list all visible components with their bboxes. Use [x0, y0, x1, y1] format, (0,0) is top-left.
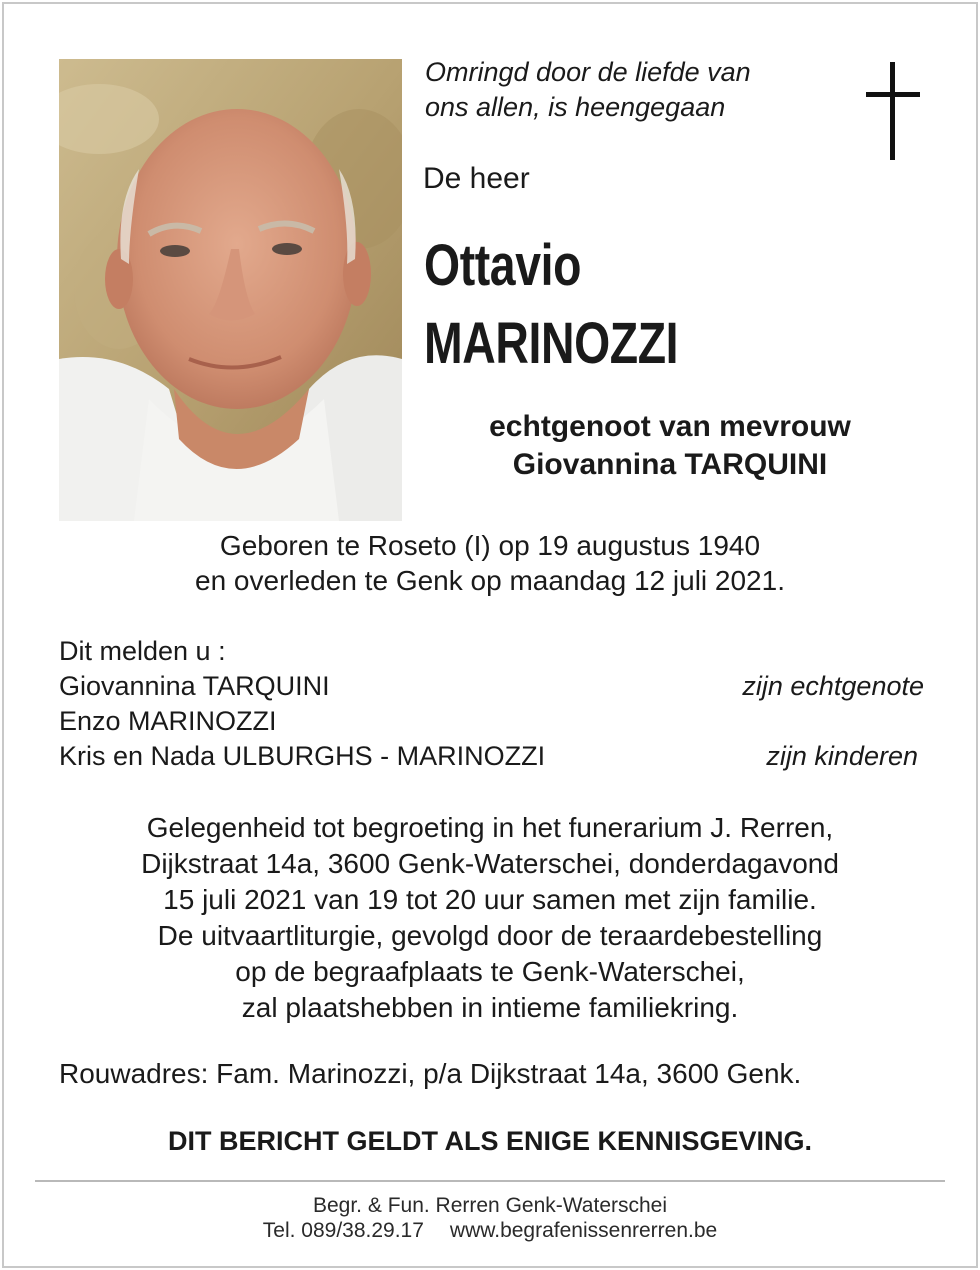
detail-line: 15 juli 2021 van 19 tot 20 uur samen met zijn familie. — [163, 884, 817, 915]
ceremony-details — [60, 810, 920, 1026]
mourning-address: Rouwadres: Fam. Marinozzi, p/a Dijkstraat 14a, 3600 Genk. — [59, 1058, 802, 1089]
sole-notice: DIT BERICHT GELDT ALS ENIGE KENNISGEVING. — [167, 1126, 813, 1156]
intro-text — [425, 55, 825, 125]
birth-death-info — [60, 528, 920, 598]
birth-line: Geboren te Roseto (I) op 19 augustus 1940 — [219, 530, 761, 561]
announcer-row — [59, 739, 924, 774]
website-link[interactable]: www.begrafenissenrerren.be — [449, 1219, 718, 1242]
spouse-line: echtgenoot van mevrouw — [489, 410, 851, 443]
death-line: en overleden te Genk op maandag 12 juli 2021. — [195, 565, 785, 596]
announcer-relation: zijn echtgenote — [742, 671, 924, 701]
first-name: Ottavio — [424, 233, 582, 298]
last-name: MARINOZZI — [424, 311, 679, 376]
announcer-row — [59, 704, 924, 739]
announcer-relation: zijn kinderen — [766, 741, 918, 771]
detail-line: op de begraafplaats te Genk-Waterschei, — [235, 956, 745, 987]
phone-number: Tel. 089/38.29.17 — [262, 1219, 424, 1242]
intro-line: ons allen, is heengegaan — [425, 92, 726, 122]
cross-icon — [862, 62, 924, 160]
announcer-name: Kris en Nada ULBURGHS - MARINOZZI — [59, 741, 546, 771]
portrait-photo — [59, 59, 402, 521]
detail-line: De uitvaartliturgie, gevolgd door de teraardebestelling — [157, 920, 823, 951]
contact-line — [60, 1218, 920, 1243]
funeral-home-footer — [60, 1193, 920, 1243]
spouse-line: Giovannina TARQUINI — [512, 448, 828, 481]
spouse-info — [430, 408, 910, 484]
detail-line: Gelegenheid tot begroeting in het funerarium J. Rerren, — [146, 812, 834, 843]
intro-line: Omringd door de liefde van — [425, 57, 751, 87]
divider — [35, 1180, 945, 1182]
announcer-row — [59, 669, 924, 704]
announcer-name: Enzo MARINOZZI — [59, 706, 277, 736]
detail-line: Dijkstraat 14a, 3600 Genk-Waterschei, donderdagavond — [141, 848, 839, 879]
announcers-heading: Dit melden u : — [59, 636, 226, 666]
announcers — [59, 634, 924, 774]
detail-line: zal plaatshebben in intieme familiekring. — [241, 992, 739, 1023]
honorific: De heer — [423, 162, 530, 195]
funeral-home-name: Begr. & Fun. Rerren Genk-Waterschei — [312, 1194, 668, 1217]
announcer-name: Giovannina TARQUINI — [59, 671, 330, 701]
